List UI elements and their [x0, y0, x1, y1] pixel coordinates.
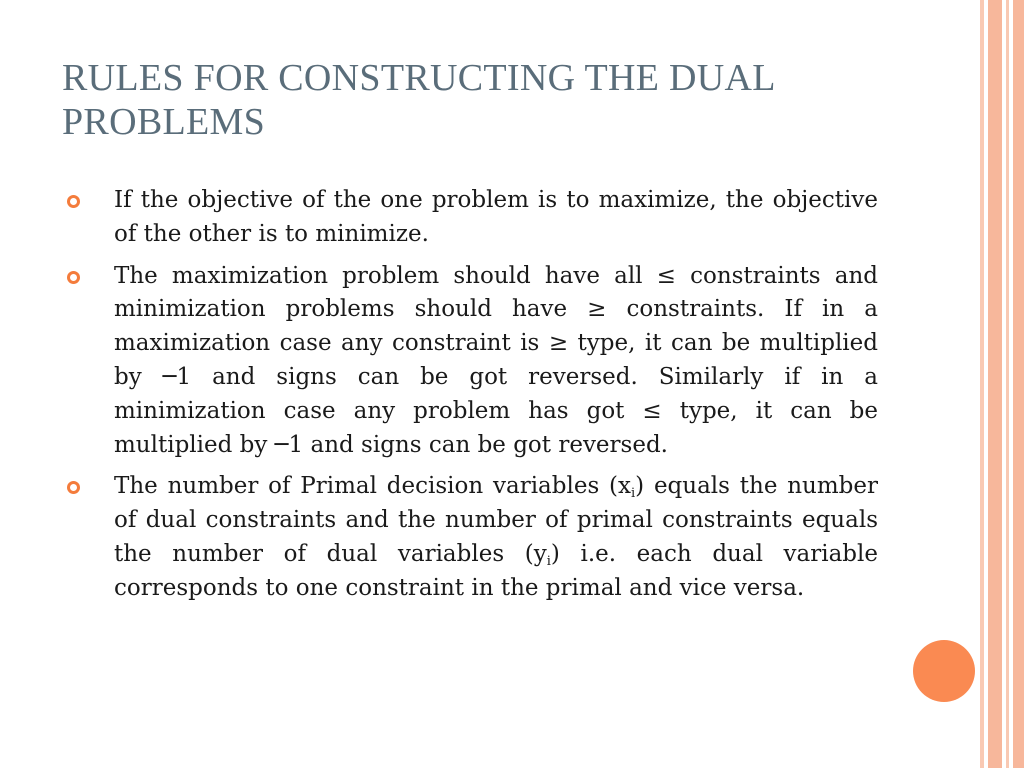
bullet-ring-icon	[67, 271, 80, 284]
bullet-text: If the objective of the one problem is to maximize, the objective of the other is to minimize.	[114, 187, 878, 247]
subscript-i: i	[631, 486, 636, 502]
decorative-stripe	[1013, 0, 1024, 768]
bullet-item	[62, 470, 878, 605]
bullet-ring-icon	[67, 481, 80, 494]
decorative-circle	[913, 640, 975, 702]
bullet-text: The maximization problem should have all ≤ constraints and minimization problems should have ≥ constraints. If in a maximization case any constraint is ≥ type, it can be multiplied by ─1 and signs can be got reversed. Similarly if in a minimization case any problem has got ≤ type, it can be multiplied by ─1 and signs can be got reversed.	[114, 262, 878, 458]
slide-title: RULES FOR CONSTRUCTING THE DUAL PROBLEMS	[62, 57, 775, 143]
bullet-text-part: The number of Primal decision variables (x	[114, 473, 631, 500]
bullet-text-part: ) i.e. each dual variable corresponds to one constraint in the primal and vice versa.	[114, 540, 879, 601]
bullet-item	[62, 184, 878, 252]
decorative-stripe	[980, 0, 984, 768]
subscript-i: i	[546, 553, 551, 569]
decorative-stripe	[988, 0, 1002, 768]
decorative-stripe	[1006, 0, 1009, 768]
bullet-text-part: ) equals the number of dual constraints and the number of primal constraints equals the number of dual variables (y	[114, 473, 878, 567]
bullet-ring-icon	[67, 195, 80, 208]
bullet-item	[62, 260, 878, 463]
bullet-list	[62, 184, 878, 614]
